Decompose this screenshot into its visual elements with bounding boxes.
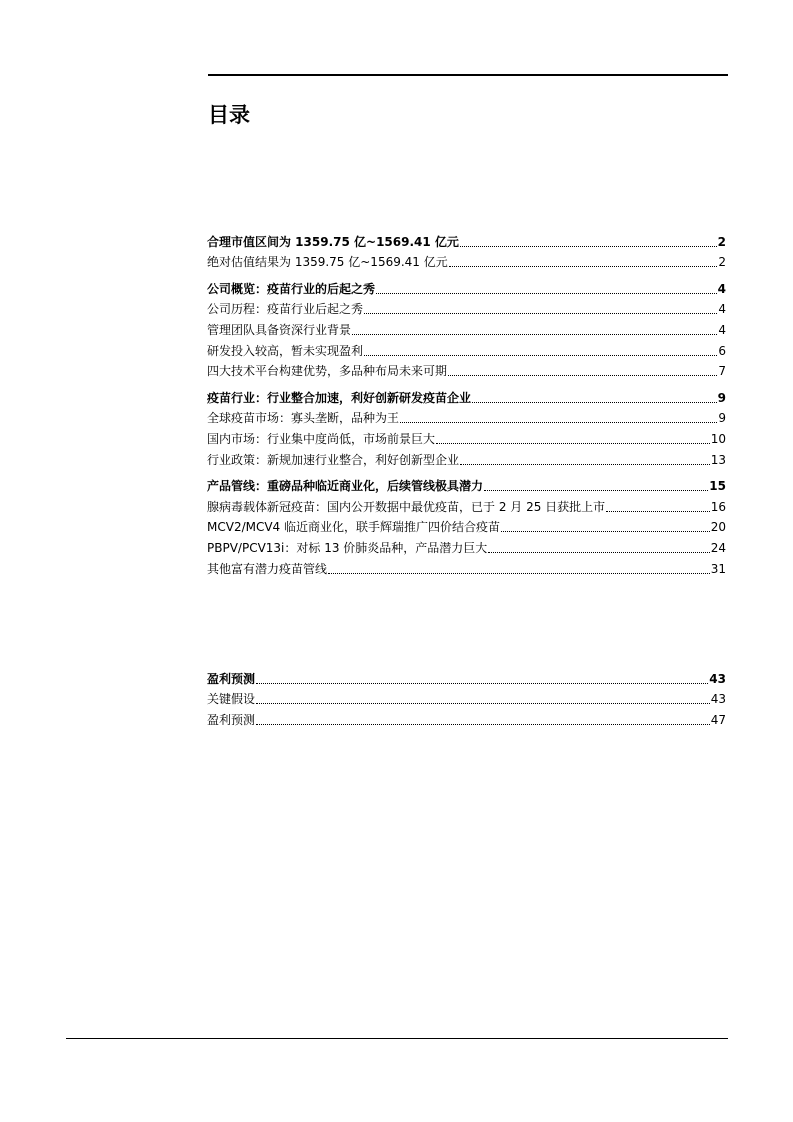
toc-dot-leader bbox=[328, 573, 710, 574]
toc-entry[interactable] bbox=[207, 556, 726, 577]
toc-dot-leader bbox=[460, 246, 717, 247]
toc-dot-leader bbox=[364, 355, 717, 356]
toc-entry[interactable] bbox=[207, 515, 726, 536]
toc-entry-label: 产品管线：重磅品种临近商业化，后续管线极具潜力 bbox=[207, 479, 484, 494]
toc-dot-leader bbox=[256, 683, 708, 684]
toc-entry-page-number: 4 bbox=[717, 281, 726, 296]
toc-dot-leader bbox=[352, 334, 717, 335]
toc-entry-page-number: 15 bbox=[709, 479, 726, 494]
toc-entry-page-number: 43 bbox=[710, 692, 726, 707]
toc-dot-leader bbox=[436, 443, 710, 444]
toc-group-forecast bbox=[207, 666, 726, 728]
toc-entry-label: 管理团队具备资深行业背景 bbox=[207, 322, 352, 337]
toc-dot-leader bbox=[472, 402, 717, 403]
toc-dot-leader bbox=[488, 552, 709, 553]
toc-dot-leader bbox=[449, 266, 718, 267]
toc-entry-label: 疫苗行业：行业整合加速，利好创新研发疫苗企业 bbox=[207, 390, 472, 405]
toc-entry-page-number: 13 bbox=[710, 452, 726, 467]
toc-dot-leader bbox=[256, 703, 710, 704]
toc-entry-page-number: 47 bbox=[710, 712, 726, 727]
toc-entry[interactable] bbox=[207, 707, 726, 728]
toc-group-main bbox=[207, 229, 726, 577]
toc-entry-label: 绝对估值结果为 1359.75 亿~1569.41 亿元 bbox=[207, 255, 448, 270]
toc-entry-label: 研发投入较高，暂未实现盈利 bbox=[207, 343, 364, 358]
toc-entry[interactable] bbox=[207, 406, 726, 427]
toc-entry-page-number: 2 bbox=[717, 234, 726, 249]
toc-entry-page-number: 43 bbox=[709, 671, 726, 686]
toc-section-entry[interactable] bbox=[207, 276, 726, 297]
toc-entry-page-number: 4 bbox=[718, 302, 726, 317]
toc-dot-leader bbox=[460, 464, 710, 465]
toc-entry-page-number: 31 bbox=[710, 561, 726, 576]
toc-entry-page-number: 9 bbox=[717, 390, 726, 405]
toc-entry[interactable] bbox=[207, 426, 726, 447]
toc-entry[interactable] bbox=[207, 535, 726, 556]
toc-entry[interactable] bbox=[207, 494, 726, 515]
toc-section-entry[interactable] bbox=[207, 474, 726, 495]
toc-section-entry[interactable] bbox=[207, 385, 726, 406]
toc-entry-label: 公司历程：疫苗行业后起之秀 bbox=[207, 302, 364, 317]
toc-dot-leader bbox=[606, 511, 710, 512]
page-title: 目录 bbox=[208, 103, 250, 127]
toc-entry-label: 其他富有潜力疫苗管线 bbox=[207, 561, 328, 576]
toc-entry-page-number: 9 bbox=[718, 411, 726, 426]
toc-dot-leader bbox=[364, 313, 717, 314]
toc-entry-page-number: 16 bbox=[710, 499, 726, 514]
toc-entry-page-number: 4 bbox=[718, 322, 726, 337]
toc-entry[interactable] bbox=[207, 317, 726, 338]
toc-entry-label: 行业政策：新规加速行业整合，利好创新型企业 bbox=[207, 452, 460, 467]
toc-entry[interactable] bbox=[207, 447, 726, 468]
toc-entry-label: 四大技术平台构建优势，多品种布局未来可期 bbox=[207, 364, 448, 379]
toc-entry-label: 关键假设 bbox=[207, 692, 256, 707]
toc-section-entry[interactable] bbox=[207, 229, 726, 250]
toc-entry-label: 国内市场：行业集中度尚低，市场前景巨大 bbox=[207, 431, 436, 446]
toc-entry-label: PBPV/PCV13i：对标 13 价肺炎品种，产品潜力巨大 bbox=[207, 540, 488, 555]
toc-entry-page-number: 10 bbox=[710, 431, 726, 446]
toc-entry-label: MCV2/MCV4 临近商业化，联手辉瑞推广四价结合疫苗 bbox=[207, 520, 501, 535]
toc-entry-label: 盈利预测 bbox=[207, 712, 256, 727]
toc-entry[interactable] bbox=[207, 359, 726, 380]
toc-entry-page-number: 20 bbox=[710, 520, 726, 535]
toc-entry-label: 全球疫苗市场：寡头垄断，品种为王 bbox=[207, 411, 400, 426]
toc-entry-page-number: 6 bbox=[718, 343, 726, 358]
toc-entry-label: 合理市值区间为 1359.75 亿~1569.41 亿元 bbox=[207, 234, 459, 249]
toc-entry-page-number: 2 bbox=[718, 255, 726, 270]
toc-entry[interactable] bbox=[207, 250, 726, 271]
toc-entry-page-number: 7 bbox=[718, 364, 726, 379]
toc-entry-label: 腺病毒载体新冠疫苗：国内公开数据中最优疫苗，已于 2 月 25 日获批上市 bbox=[207, 499, 606, 514]
header-rule bbox=[208, 74, 728, 76]
toc-entry[interactable] bbox=[207, 687, 726, 708]
toc-entry-label: 盈利预测 bbox=[207, 671, 256, 686]
toc-dot-leader bbox=[484, 490, 708, 491]
footer-rule bbox=[66, 1038, 728, 1039]
toc-dot-leader bbox=[501, 531, 710, 532]
toc-entry[interactable] bbox=[207, 297, 726, 318]
toc-entry-label: 公司概览：疫苗行业的后起之秀 bbox=[207, 281, 376, 296]
toc-dot-leader bbox=[376, 293, 717, 294]
toc-dot-leader bbox=[400, 422, 717, 423]
toc-entry[interactable] bbox=[207, 338, 726, 359]
toc-dot-leader bbox=[256, 724, 710, 725]
toc-entry-page-number: 24 bbox=[710, 540, 726, 555]
toc-dot-leader bbox=[448, 375, 717, 376]
toc-section-entry[interactable] bbox=[207, 666, 726, 687]
